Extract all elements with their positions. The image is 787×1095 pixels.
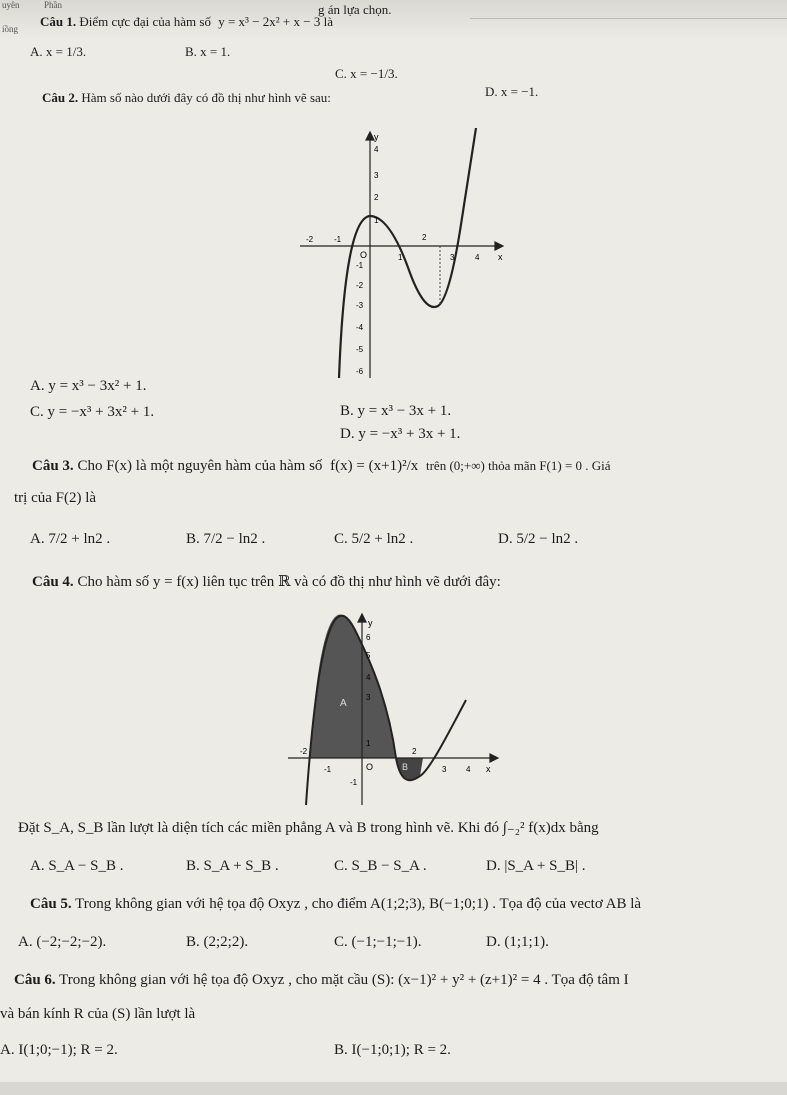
q1-option-b[interactable]: B. x = 1. xyxy=(185,44,231,59)
q3-option-b[interactable]: B. 7/2 − ln2 . xyxy=(186,531,266,547)
q2-text: Hàm số nào dưới đây có đồ thị như hình vẽ sau: xyxy=(81,90,331,105)
q5-option-b[interactable]: B. (2;2;2). xyxy=(186,934,249,950)
q2-x-tick: 3 xyxy=(450,253,455,262)
q6-option-b[interactable]: B. I(−1;0;1); R = 2. xyxy=(334,1042,451,1058)
q2-label: Câu 2. xyxy=(42,90,79,105)
q4-region-a xyxy=(310,615,396,758)
q2-x-tick: 2 xyxy=(422,233,427,242)
q5-option-a[interactable]: A. (−2;−2;−2). xyxy=(18,934,107,950)
page-bottom-shadow xyxy=(0,1082,787,1095)
q2-origin-label: O xyxy=(360,250,368,260)
q1-suffix: là xyxy=(323,14,333,29)
q1-option-d[interactable]: D. x = −1. xyxy=(485,84,539,99)
q4-option-a[interactable]: A. S_A − S_B . xyxy=(30,858,124,874)
q5-text: Trong không gian với hệ tọa độ Oxyz , cho điểm A(1;2;3), B(−1;0;1) . Tọa độ của vectơ AB là xyxy=(75,896,642,912)
q1-formula: y = x³ − 2x² + x − 3 xyxy=(218,14,321,29)
q3-option-c[interactable]: C. 5/2 + ln2 . xyxy=(334,531,414,547)
q4-graph xyxy=(280,610,510,810)
q5-label: Câu 5. xyxy=(30,896,72,912)
q2-y-label: y xyxy=(374,132,379,142)
q4-text: Cho hàm số y = f(x) liên tục trên ℝ và có đồ thị như hình vẽ dưới đây: xyxy=(77,574,501,590)
q2-y-tick: 3 xyxy=(374,171,379,180)
q4-x-arrow-icon xyxy=(490,754,498,762)
q2-option-b[interactable]: B. y = x³ − 3x + 1. xyxy=(340,403,452,419)
q4-y-tick: 4 xyxy=(366,673,371,682)
q4-x-tick: -2 xyxy=(300,747,308,756)
top-rule xyxy=(470,18,787,19)
q4-option-b[interactable]: B. S_A + S_B . xyxy=(186,858,279,874)
q5-option-c[interactable]: C. (−1;−1;−1). xyxy=(334,934,422,950)
q4-label: Câu 4. xyxy=(32,574,74,590)
corner-text-a: uyên xyxy=(2,0,20,10)
q2-x-tick: -1 xyxy=(334,235,342,244)
q3-stem-line2: trị của F(2) là xyxy=(14,490,97,506)
q2-x-tick: -2 xyxy=(306,235,314,244)
q2-x-tick: 4 xyxy=(475,253,480,262)
q4-region-a-label: A xyxy=(340,698,347,709)
q2-graph xyxy=(290,128,510,388)
q2-y-tick: 4 xyxy=(374,145,379,154)
q4-option-d[interactable]: D. |S_A + S_B| . xyxy=(486,858,586,874)
q5-stem xyxy=(30,896,641,913)
corner-text-b: Phần xyxy=(44,0,62,10)
q4-y-tick: 3 xyxy=(366,693,371,702)
q3-stem-line1 xyxy=(32,458,611,475)
q3-text-c: trên (0;+∞) thỏa mãn F(1) = 0 . Giá xyxy=(425,458,611,473)
q4-x-label: x xyxy=(486,764,491,774)
q3-text-b: F(x) là một nguyên hàm của hàm số xyxy=(106,458,323,474)
q6-text: Trong không gian với hệ tọa độ Oxyz , cho mặt cầu (S): (x−1)² + y² + (z+1)² = 4 . Tọa độ tâm I xyxy=(59,972,629,988)
q4-y-tick: 1 xyxy=(366,739,371,748)
q3-option-d[interactable]: D. 5/2 − ln2 . xyxy=(498,531,579,547)
q4-x-tick: 4 xyxy=(466,765,471,774)
q6-stem-line2: và bán kính R của (S) lần lượt là xyxy=(0,1006,196,1022)
q4-x-tick: -1 xyxy=(324,765,332,774)
q2-x-arrow-icon xyxy=(495,242,503,250)
q2-option-c[interactable]: C. y = −x³ + 3x² + 1. xyxy=(30,404,155,420)
q5-option-d[interactable]: D. (1;1;1). xyxy=(486,934,549,950)
q2-option-a[interactable]: A. y = x³ − 3x² + 1. xyxy=(30,378,147,394)
q3-label: Câu 3. xyxy=(32,458,74,474)
q1-text: Điểm cực đại của hàm số xyxy=(79,14,211,29)
q2-y-tick: -3 xyxy=(356,301,364,310)
q2-y-arrow-icon xyxy=(366,132,374,140)
q2-y-tick: -1 xyxy=(356,261,364,270)
q4-y-tick: 5 xyxy=(366,651,371,660)
q3-text-a: Cho xyxy=(77,458,103,474)
q4-question-text: Đặt S_A, S_B lần lượt là diện tích các miền phẳng A và B trong hình vẽ. Khi đó ∫₋₂² f(x)dx bằng xyxy=(18,820,599,836)
q2-stem xyxy=(42,90,331,106)
q2-x-label: x xyxy=(498,252,503,262)
q2-y-tick: 1 xyxy=(374,216,379,225)
q4-region-b-label: B xyxy=(402,762,409,772)
q1-option-a[interactable]: A. x = 1/3. xyxy=(30,44,87,59)
q1-stem xyxy=(40,14,333,30)
q1-option-c[interactable]: C. x = −1/3. xyxy=(335,66,398,81)
q4-y-arrow-icon xyxy=(358,614,366,622)
q6-stem xyxy=(14,972,629,989)
q1-label: Câu 1. xyxy=(40,14,77,29)
q4-y-tick: -1 xyxy=(350,778,358,787)
q2-option-d[interactable]: D. y = −x³ + 3x + 1. xyxy=(340,426,461,442)
q4-stem xyxy=(32,572,501,591)
q2-y-tick: -4 xyxy=(356,323,364,332)
q2-x-tick: 1 xyxy=(398,253,403,262)
q4-y-tick: 6 xyxy=(366,633,371,642)
q3-option-a[interactable]: A. 7/2 + ln2 . xyxy=(30,531,111,547)
q2-y-tick: -6 xyxy=(356,367,364,376)
corner-text-c: iồng xyxy=(2,24,19,34)
q3-formula: f(x) = (x+1)²/x xyxy=(330,458,419,474)
q4-origin-label: O xyxy=(366,762,374,772)
q6-option-a[interactable]: A. I(1;0;−1); R = 2. xyxy=(0,1042,118,1058)
q6-label: Câu 6. xyxy=(14,972,56,988)
q4-option-c[interactable]: C. S_B − S_A . xyxy=(334,858,427,874)
q2-y-tick: -2 xyxy=(356,281,364,290)
top-fragment: g án lựa chọn. xyxy=(318,2,392,17)
q4-x-tick: 3 xyxy=(442,765,447,774)
q2-y-tick: -5 xyxy=(356,345,364,354)
q2-y-tick: 2 xyxy=(374,193,379,202)
q4-y-label: y xyxy=(368,618,373,628)
q4-x-tick: 2 xyxy=(412,747,417,756)
